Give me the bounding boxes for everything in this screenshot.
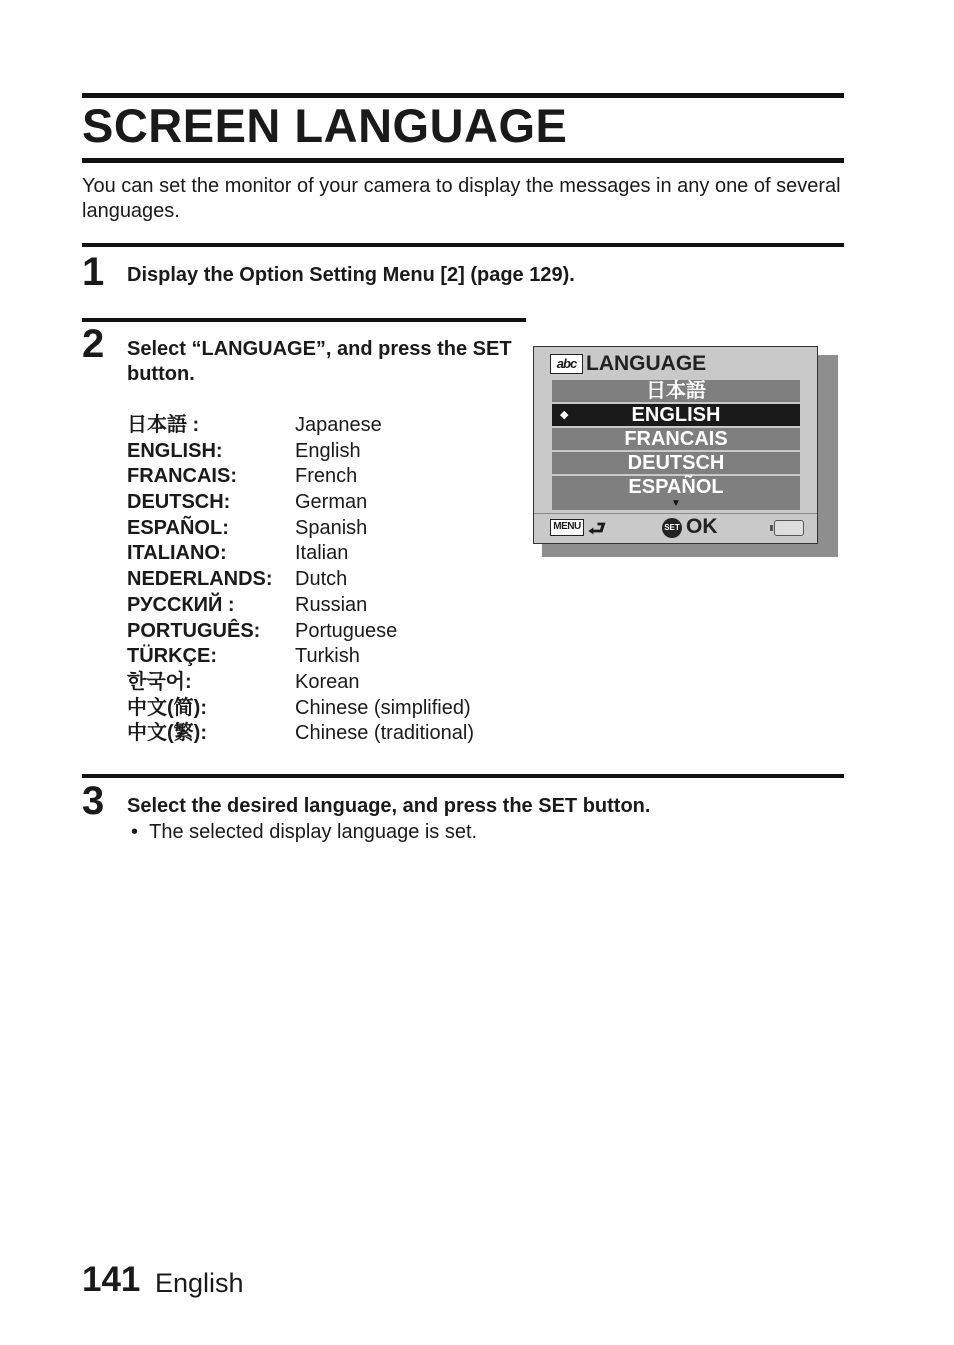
step-3-rule xyxy=(82,774,844,778)
language-key: PORTUGUÊS: xyxy=(127,619,261,642)
intro-paragraph: You can set the monitor of your camera to display the messages in any one of several languages. xyxy=(82,175,841,222)
language-list xyxy=(127,413,474,747)
scroll-down-icon[interactable]: ▼ xyxy=(552,498,800,510)
language-row xyxy=(127,567,474,593)
step-1-text: Display the Option Setting Menu [2] (page 129). xyxy=(127,264,575,286)
language-value: Turkish xyxy=(295,645,360,668)
language-row xyxy=(127,541,474,567)
lcd-item-label: ENGLISH xyxy=(631,404,721,426)
language-value: Russian xyxy=(295,593,368,616)
language-key: 中文(简): xyxy=(127,696,207,719)
lcd-header xyxy=(550,352,706,376)
language-row xyxy=(127,413,474,439)
lcd-item-deutsch[interactable]: DEUTSCH xyxy=(552,452,800,474)
set-button-icon: SET xyxy=(662,518,682,538)
language-value: Chinese (simplified) xyxy=(295,696,471,719)
lcd-footer xyxy=(534,513,817,542)
step-2-text: Select “LANGUAGE”, and press the SET button. xyxy=(127,338,512,385)
language-value: French xyxy=(295,465,358,488)
menu-button-icon: MENU xyxy=(550,519,584,536)
language-row xyxy=(127,464,474,490)
language-value: Spanish xyxy=(295,516,368,539)
lcd-item-francais[interactable]: FRANCAIS xyxy=(552,428,800,450)
language-key: РУССКИЙ : xyxy=(127,593,235,616)
step-3-bullet xyxy=(131,820,477,845)
language-row xyxy=(127,670,474,696)
lcd-item-espanol[interactable]: ESPAÑOL xyxy=(552,476,800,498)
page-number: 141 xyxy=(82,1260,141,1299)
title-bottom-rule xyxy=(82,158,844,163)
battery-icon xyxy=(774,520,804,536)
language-value: Dutch xyxy=(295,568,348,591)
language-key: 한국어: xyxy=(127,670,192,693)
language-row xyxy=(127,593,474,619)
step-2-number: 2 xyxy=(82,322,105,366)
selection-marker-icon: ◆ xyxy=(560,409,569,421)
language-key: ITALIANO: xyxy=(127,542,227,565)
return-icon: ⮐ xyxy=(588,518,606,540)
bullet-text: The selected display language is set. xyxy=(149,821,478,843)
step-1-number: 1 xyxy=(82,250,105,294)
language-value: Italian xyxy=(295,542,349,565)
language-key: 中文(繁): xyxy=(127,722,207,745)
language-row xyxy=(127,696,474,722)
footer-language: English xyxy=(155,1268,244,1298)
camera-lcd-screen xyxy=(533,346,818,544)
language-key: NEDERLANDS: xyxy=(127,568,273,591)
step-2-rule xyxy=(82,318,526,322)
lcd-title: LANGUAGE xyxy=(586,352,707,375)
language-row xyxy=(127,439,474,465)
language-value: Portuguese xyxy=(295,619,398,642)
title-top-rule xyxy=(82,93,844,98)
ok-label: OK xyxy=(686,515,718,538)
language-key: TÜRKÇE: xyxy=(127,645,217,668)
language-key: DEUTSCH: xyxy=(127,491,231,514)
language-value: German xyxy=(295,491,368,514)
step-3-number: 3 xyxy=(82,779,105,823)
language-key: ENGLISH: xyxy=(127,439,223,462)
language-abc-icon: abc xyxy=(550,354,583,374)
language-row xyxy=(127,490,474,516)
page-title: SCREEN LANGUAGE xyxy=(82,99,568,152)
language-value: Chinese (traditional) xyxy=(295,722,474,745)
lcd-item-japanese[interactable]: 日本語 xyxy=(552,380,800,402)
step-1-rule xyxy=(82,243,844,247)
language-row xyxy=(127,644,474,670)
language-key: FRANCAIS: xyxy=(127,465,237,488)
step-3-text: Select the desired language, and press the SET button. xyxy=(127,795,651,817)
language-key: ESPAÑOL: xyxy=(127,516,229,539)
language-row xyxy=(127,721,474,747)
language-row xyxy=(127,516,474,542)
bullet-icon: • xyxy=(131,821,150,843)
language-value: Japanese xyxy=(295,414,382,436)
language-value: Korean xyxy=(295,670,360,693)
language-value: English xyxy=(295,439,361,462)
language-row xyxy=(127,619,474,645)
lcd-item-english-selected[interactable] xyxy=(552,404,800,426)
language-key: 日本語 : xyxy=(127,414,200,436)
